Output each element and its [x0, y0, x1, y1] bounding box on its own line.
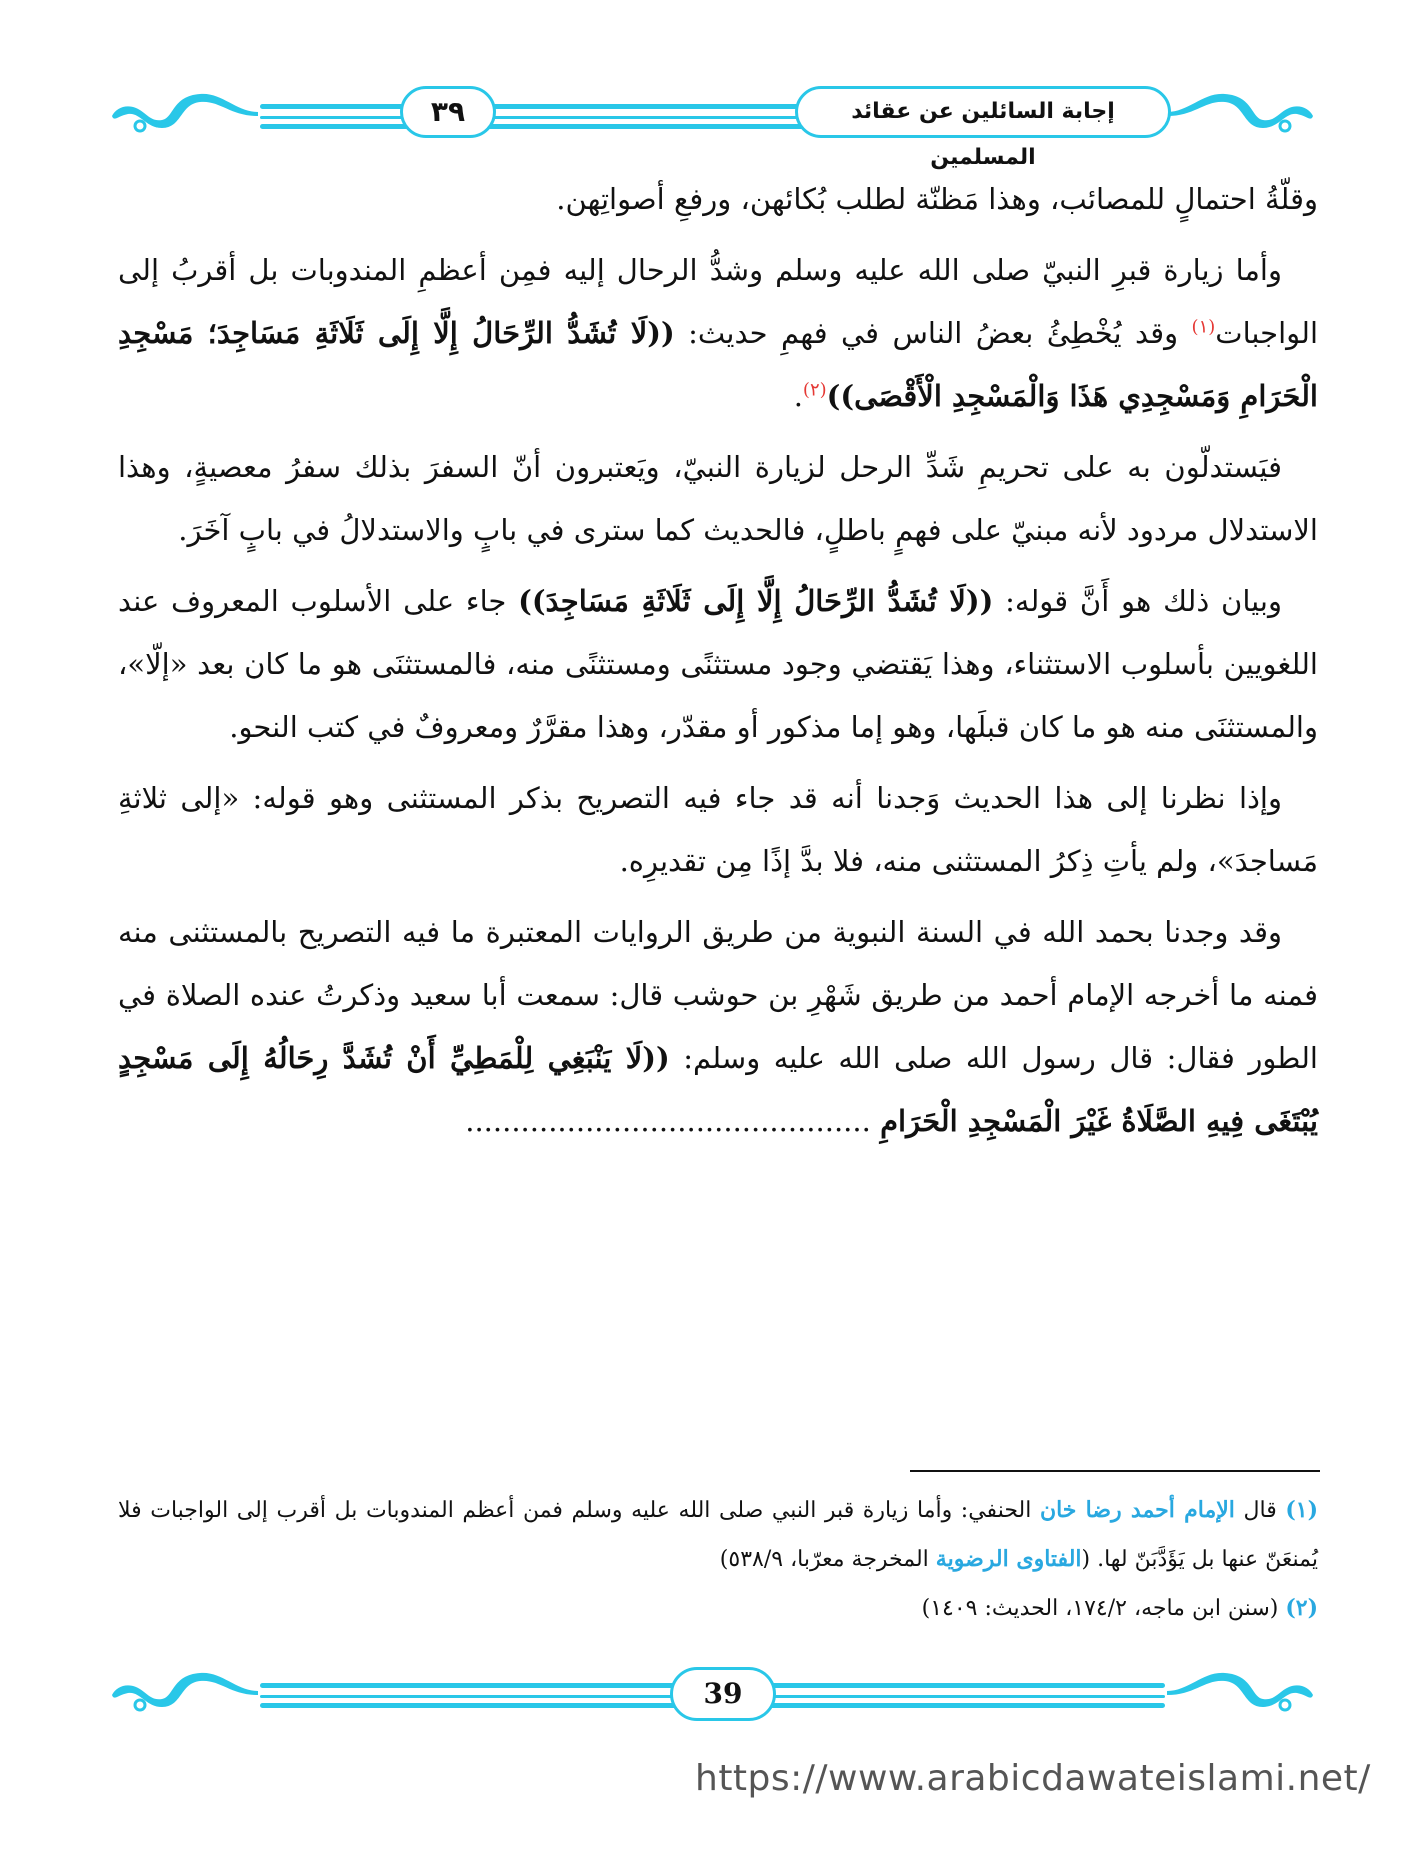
text-segment: وقد يُخْطِئُ بعضُ الناس في فهمِ حديث: — [674, 316, 1192, 350]
book-reference: الفتاوى الرضوية — [935, 1546, 1082, 1572]
hadith-quote: ((لَا تُشَدُّ الرِّحَالُ إِلَّا إِلَى ثَلَاثَةِ مَسَاجِدَ)) — [518, 584, 994, 618]
text-segment: وأما زيارة قبرِ النبيّ صلى الله عليه وسلم وشدُّ الرحال إليه فمِن أعظمِ المندوبات بل أقربُ إلى الواجبات — [118, 253, 1319, 350]
footnote-1 — [118, 1486, 1318, 1584]
footer-band — [110, 1665, 1315, 1725]
header-page-number: ٣٩ — [400, 86, 496, 138]
right-ornament-icon — [1165, 1669, 1315, 1721]
paragraph — [118, 901, 1318, 1153]
text-segment: الحنفي: وأما زيارة قبر النبي صلى الله عليه وسلم فمن أعظم المندوبات بل أقرب إلى الواجبات فلا يُمنعَنّ عنها بل يَؤَدَّبَنّ لها. ( — [118, 1498, 1318, 1572]
text-segment: المخرجة معرّبا، ٥٣٨/٩) — [719, 1547, 936, 1572]
footnote-ref: (٢) — [802, 379, 827, 401]
text-segment: وقد وجدنا بحمد الله في السنة النبوية من طريق الروايات المعتبرة ما فيه التصريح بالمستثنى منه فمنه ما أخرجه الإمام أحمد من طريق شَهْرِ بن حوشب قال: سمعت أبا سعيد وذكرتُ عنده الصلاة في الطور فقال: قال رسول الله صلى الله عليه وسلم: — [118, 915, 1318, 1075]
footer-page-number: 39 — [670, 1667, 776, 1721]
paragraph: وقلّةُ احتمالٍ للمصائب، وهذا مَظنّة لطلب بُكائهن، ورفعِ أصواتِهن. — [556, 182, 1318, 216]
footnote-separator — [910, 1470, 1320, 1472]
hadith-quote: ((لَا تُشَدُّ الرِّحَالُ إِلَّا إِلَى ثَلَاثَةِ مَسَاجِدَ؛ مَسْجِدِ الْحَرَامِ وَمَسْجِدِي هَذَا وَالْمَسْجِدِ الْأَقْصَى)) — [118, 316, 1318, 413]
left-ornament-icon — [110, 90, 260, 142]
author-name: الإمام أحمد رضا خان — [1039, 1497, 1235, 1523]
hadith-quote: ((لَا يَنْبَغِي لِلْمَطِيِّ أَنْ تُشَدَّ رِحَالُهُ إِلَى مَسْجِدٍ يُبْتَغَى فِيهِ الصَّلَاةُ غَيْرَ الْمَسْجِدِ الْحَرَامِ — [118, 1041, 1318, 1138]
right-ornament-icon — [1165, 90, 1315, 142]
text-segment: . — [793, 379, 803, 413]
footnote-number: (١) — [1285, 1497, 1318, 1523]
book-title: إجابة السائلين عن عقائد المسلمين — [795, 86, 1171, 138]
paragraph — [118, 239, 1318, 428]
paragraph: وإذا نظرنا إلى هذا الحديث وَجدنا أنه قد جاء فيه التصريح بذكر المستثنى وهو قوله: «إلى ثلاثةِ مَساجدَ»، ولم يأتِ ذِكرُ المستثنى منه، فلا بدَّ إذًا مِن تقديرِه. — [118, 781, 1318, 878]
paragraph — [118, 570, 1318, 759]
left-ornament-icon — [110, 1669, 260, 1721]
footnote-number: (٢) — [1285, 1595, 1318, 1621]
footnote-2 — [118, 1584, 1318, 1633]
text-segment: وبيان ذلك هو أَنَّ قوله: — [993, 584, 1283, 618]
source-url: https://www.arabicdawateislami.net/ — [695, 1758, 1371, 1799]
footnote-ref: (١) — [1191, 316, 1216, 338]
continuation-dots: ............................................ — [465, 1104, 881, 1138]
text-segment: (سنن ابن ماجه، ١٧٤/٢، الحديث: ١٤٠٩) — [921, 1596, 1286, 1621]
header-band — [110, 86, 1315, 170]
footnotes — [118, 1486, 1318, 1633]
main-text — [118, 168, 1318, 1161]
text-segment: قال — [1234, 1498, 1286, 1523]
paragraph: فيَستدلّون به على تحريمِ شَدِّ الرحل لزيارة النبيّ، ويَعتبرون أنّ السفرَ بذلك سفرُ معصيةٍ، وهذا الاستدلال مردود لأنه مبنيّ على فهمٍ باطلٍ، فالحديث كما سترى في بابٍ والاستدلالُ في بابٍ آخَرَ. — [118, 450, 1318, 547]
text-segment: جاء على الأسلوب المعروف عند اللغويين بأسلوب الاستثناء، وهذا يَقتضي وجود مستثنًى ومستثنًى منه، فالمستثنَى هو ما كان بعد «إلّا»، والمستثنَى منه هو ما كان قبلَها، وهو إما مذكور أو مقدّر، وهذا مقرَّرٌ ومعروفٌ في كتب النحو. — [118, 584, 1318, 744]
